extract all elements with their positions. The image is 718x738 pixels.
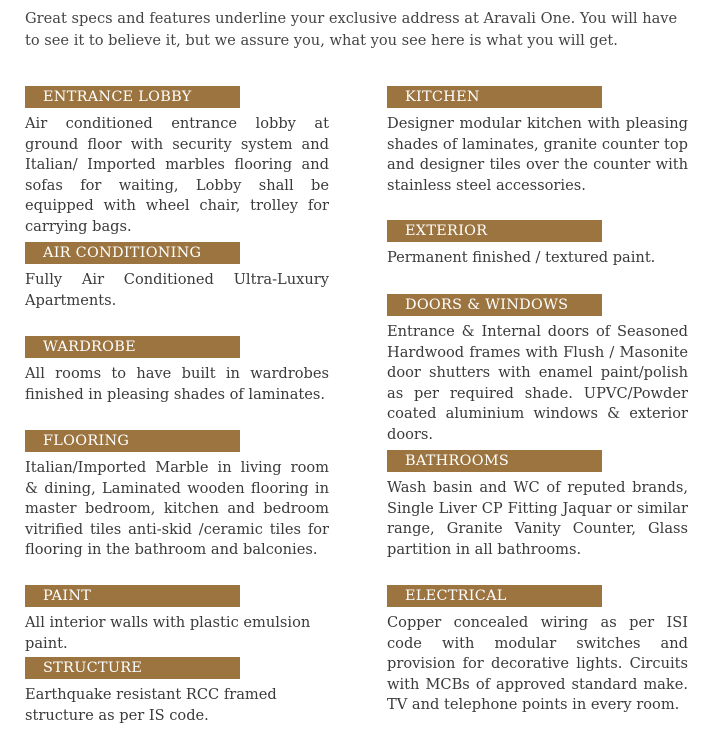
section-heading: BATHROOMS (387, 450, 602, 472)
section-heading: AIR CONDITIONING (25, 242, 240, 264)
section-structure (25, 657, 329, 726)
section-bathrooms (387, 450, 688, 560)
section-doors-windows (387, 294, 688, 445)
section-heading: EXTERIOR (387, 220, 602, 242)
section-entrance-lobby (25, 86, 329, 237)
section-heading: PAINT (25, 585, 240, 607)
section-text: Fully Air Conditioned Ultra-Luxury Apartments. (25, 271, 329, 309)
section-text: Designer modular kitchen with pleasing shades of laminates, granite counter top and designer tiles over the counter with stainless steel accessories. (387, 115, 688, 194)
section-text: Earthquake resistant RCC framed structure as per IS code. (25, 686, 277, 724)
section-text: All rooms to have built in wardrobes finished in pleasing shades of laminates. (25, 365, 329, 403)
section-wardrobe (25, 336, 329, 405)
section-heading: WARDROBE (25, 336, 240, 358)
section-air-conditioning (25, 242, 329, 311)
section-heading: ELECTRICAL (387, 585, 602, 607)
section-heading: ENTRANCE LOBBY (25, 86, 240, 108)
section-text: Copper concealed wiring as per ISI code with modular switches and provision for decorative lights. Circuits with MCBs of approved standard make. TV and telephone points in every room. (387, 614, 688, 713)
section-text: Wash basin and WC of reputed brands, Single Liver CP Fitting Jaquar or similar range, Granite Vanity Counter, Glass partition in all bathrooms. (387, 479, 688, 558)
section-kitchen (387, 86, 688, 196)
section-text: Air conditioned entrance lobby at ground floor with security system and Italian/ Imported marbles flooring and sofas for waiting, Lobby shall be equipped with wheel chair, trolley for carrying bags. (25, 115, 329, 235)
section-heading: DOORS & WINDOWS (387, 294, 602, 316)
section-exterior (387, 220, 688, 269)
section-text: Italian/Imported Marble in living room & dining, Laminated wooden flooring in master bedroom, kitchen and bedroom vitrified tiles anti-skid /ceramic tiles for flooring in the bathroom and balconies. (25, 459, 329, 558)
section-heading: FLOORING (25, 430, 240, 452)
section-text: Permanent finished / textured paint. (387, 249, 656, 266)
section-electrical (387, 585, 688, 716)
section-heading: STRUCTURE (25, 657, 240, 679)
intro-paragraph: Great specs and features underline your exclusive address at Aravali One. You will have to see it to believe it, but we assure you, what you see here is what you will get. (25, 10, 678, 49)
section-flooring (25, 430, 329, 561)
section-text: All interior walls with plastic emulsion paint. (25, 614, 311, 652)
section-paint (25, 585, 329, 654)
section-text: Entrance & Internal doors of Seasoned Hardwood frames with Flush / Masonite door shutters with enamel paint/polish as per required shade. UPVC/Powder coated aluminium windows & exterior doors. (387, 323, 688, 443)
section-heading: KITCHEN (387, 86, 602, 108)
